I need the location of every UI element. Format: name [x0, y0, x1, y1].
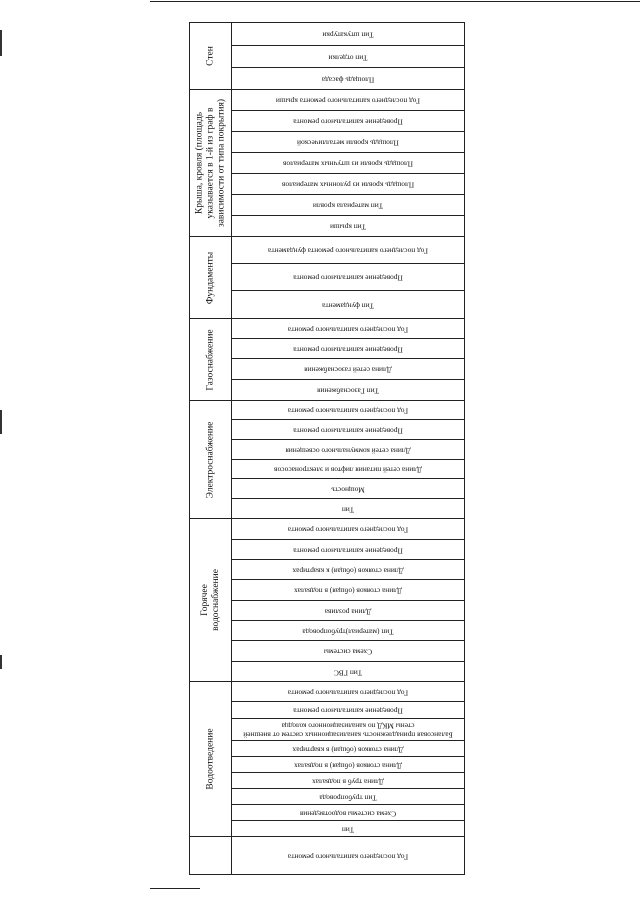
- table-row: Длина стояков (общая) в подвалах: [232, 757, 464, 773]
- section-foundation: [190, 237, 231, 319]
- section-label: Водоотведение: [205, 728, 215, 790]
- section-drainage: [190, 682, 231, 837]
- section-walls: [190, 23, 231, 90]
- table-row: Длина сетей коммунального освещения: [232, 440, 464, 460]
- table-row: Тип штукатурки: [232, 23, 464, 46]
- table-row: Проведение капитального ремонта: [232, 339, 464, 359]
- section-label: Газоснабжение: [205, 328, 215, 391]
- table-row: Тип материала кровли: [232, 195, 464, 216]
- table-row: Проведение капитального ремонта: [232, 702, 464, 719]
- table-row: Год последнего капитального ремонта: [232, 401, 464, 420]
- table-row: Тип: [232, 499, 464, 519]
- table-row: Длина стояков (общая) в подвалах: [232, 580, 464, 601]
- table-row: Длина розлива: [232, 601, 464, 621]
- table-row: Тип отделки: [232, 46, 464, 68]
- table-row: Площадь кровли из рулонных материалов: [232, 174, 464, 195]
- table-row: Тип трубопровода: [232, 789, 464, 805]
- table-row: Длина сетей газоснабжения: [232, 359, 464, 380]
- section-label: Стен: [205, 46, 215, 66]
- section-column: [190, 23, 232, 874]
- table-row: Мощность: [232, 479, 464, 499]
- table-row: Тип крыши: [232, 216, 464, 237]
- table-row: Тип фундамента: [232, 291, 464, 319]
- section-label: Крыша, кровля (площадь указывается в 1-й из граф в зависимости от типа покрытия): [194, 98, 226, 228]
- section-electricity: [190, 401, 231, 519]
- table-row: Проведение капитального ремонта: [232, 111, 464, 132]
- table-row: Балансовая принадлежность канализационных систем от внешней стены МКД по канализационного колодца: [232, 719, 464, 741]
- document-table: [189, 22, 465, 875]
- table-row: Длина стояков (общая) в квартирах: [232, 741, 464, 757]
- section-label: Электроснабжение: [205, 421, 215, 498]
- top-rule: [150, 1, 640, 2]
- table-row: Тип ГВС: [232, 662, 464, 682]
- section-gas-supply: [190, 319, 231, 401]
- table-row: Проведение капитального ремонта: [232, 420, 464, 440]
- section-unlabeled: [190, 837, 231, 874]
- section-label: Горячее водоснабжение: [199, 569, 221, 631]
- section-label: Фундаменты: [205, 251, 215, 304]
- table-row: Схема системы: [232, 641, 464, 662]
- row-column: [232, 23, 464, 874]
- table-row: Тип Газоснабжения: [232, 380, 464, 401]
- scan-edge: [0, 0, 3, 905]
- table-row: Тип: [232, 821, 464, 837]
- table-row: Тип (материал)трубопровода: [232, 621, 464, 641]
- bottom-rule: [150, 888, 200, 889]
- table-row: Схема системы водоотведения: [232, 805, 464, 821]
- table-row: Год последнего капитального ремонта: [287, 851, 409, 861]
- table-row: Год последнего капитального ремонта крыши: [232, 90, 464, 111]
- table-row: Площадь кровли металлической: [232, 132, 464, 153]
- table-row: Длина сетей питания лифтов и электронасосов: [232, 460, 464, 479]
- table-row: Длина труб в подвалах: [232, 773, 464, 789]
- section-hot-water: [190, 519, 231, 682]
- table-row: Площадь кровли из штучных материалов: [232, 153, 464, 174]
- table-row: Длина стояков (общая) к квартирах: [232, 560, 464, 580]
- table-row: Год последнего капитального ремонта: [232, 519, 464, 540]
- table-row: Проведение капитального ремонта: [232, 264, 464, 291]
- table-row: Площадь фасада: [232, 68, 464, 90]
- table-row: Год последнего капитального ремонта: [232, 319, 464, 339]
- table-row: Год последнего капитального ремонта: [232, 682, 464, 702]
- table-row: Проведение капитального ремонта: [232, 540, 464, 560]
- section-roof: [190, 90, 231, 237]
- table-row: Год последнего капитального ремонта фундамента: [232, 237, 464, 264]
